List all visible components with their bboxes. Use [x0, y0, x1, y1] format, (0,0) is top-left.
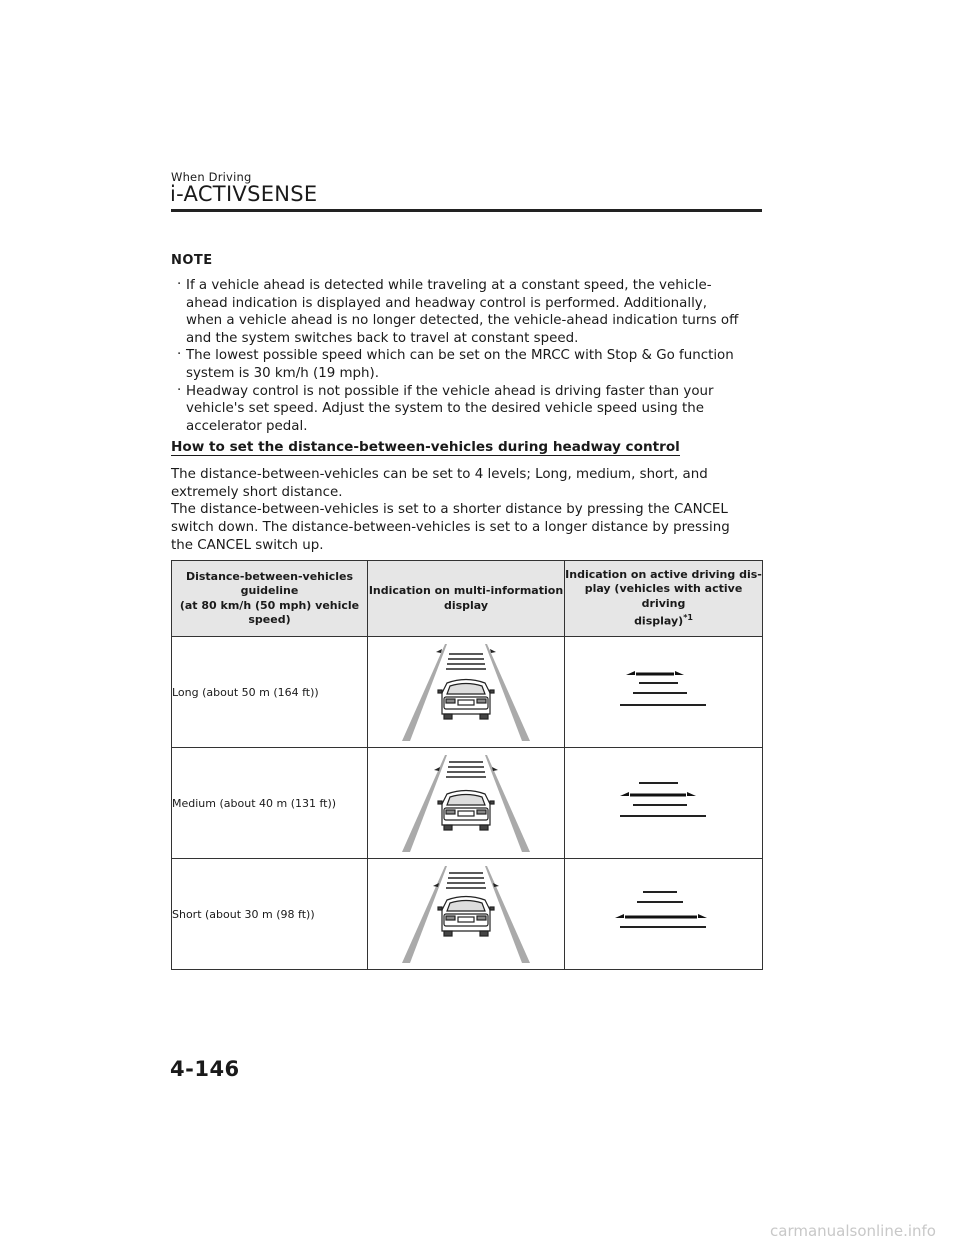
bullet: ·	[177, 382, 182, 398]
active-driving-display-illustration	[565, 859, 763, 970]
multi-info-display-illustration	[368, 748, 565, 859]
header-text: (at 80 km/h (50 mph) vehicle	[179, 598, 360, 612]
distance-bars-illustration	[609, 778, 719, 828]
note-item	[177, 277, 747, 347]
road-car-illustration	[396, 640, 536, 744]
note-item	[177, 347, 747, 382]
body-paragraph: The distance-between-vehicles is set to a shorter distance by pressing the CANCEL switch down. The distance-between-vehicles is set to a longer distance by pressing the CANCEL switch up.	[171, 502, 730, 553]
multi-info-display-illustration	[368, 637, 565, 748]
header-section: When Driving	[171, 170, 252, 184]
active-driving-display-illustration	[565, 637, 763, 748]
body-text	[171, 466, 751, 555]
distance-table	[171, 560, 763, 970]
note-item-text: The lowest possible speed which can be set on the MRCC with Stop & Go function system is 30 km/h (19 mph).	[186, 348, 734, 381]
active-driving-display-illustration	[565, 748, 763, 859]
header-text: Indication on active driving dis-	[565, 567, 762, 581]
footnote-marker: *1	[683, 613, 693, 623]
column-header-active-display	[565, 561, 763, 637]
note-item	[177, 383, 747, 436]
header-text: Indication on multi-information	[368, 584, 564, 597]
note-item-text: If a vehicle ahead is detected while traveling at a constant speed, the vehicle-ahead indication is displayed and headway control is performed. Additionally, when a vehicle ahead is no longer detected, the vehicle-ahead indication turns off and the system switches back to travel at constant speed.	[186, 278, 739, 346]
note-list	[177, 277, 747, 435]
header-text: display	[443, 598, 489, 612]
page-number: 4-146	[170, 1057, 240, 1081]
header-text-part: display)	[634, 614, 684, 628]
header-chapter: i-ACTIVSENSE	[170, 182, 318, 206]
header-rule	[171, 209, 762, 212]
multi-info-display-illustration	[368, 859, 565, 970]
body-paragraph: The distance-between-vehicles can be set to 4 levels; Long, medium, short, and extremely short distance.	[171, 467, 708, 500]
header-text: guideline	[240, 584, 299, 597]
distance-label: Medium (about 40 m (131 ft))	[172, 748, 368, 859]
header-text: speed)	[248, 613, 291, 626]
section-heading: How to set the distance-between-vehicles during headway control	[171, 439, 680, 455]
column-header-guideline	[172, 561, 368, 637]
note-title: NOTE	[171, 253, 213, 268]
distance-label: Long (about 50 m (164 ft))	[172, 637, 368, 748]
bullet: ·	[177, 347, 182, 363]
distance-bars-illustration	[609, 667, 719, 717]
table-row	[172, 859, 763, 970]
header-text: play (vehicles with active driving	[584, 582, 743, 610]
road-car-illustration	[396, 751, 536, 855]
distance-bars-illustration	[609, 889, 719, 939]
header-text: Distance-between-vehicles	[185, 569, 354, 583]
header-text	[565, 611, 762, 629]
table-row	[172, 637, 763, 748]
bullet: ·	[177, 277, 182, 292]
table-row	[172, 748, 763, 859]
table-header-row	[172, 561, 763, 637]
watermark: carmanualsonline.info	[770, 1222, 936, 1240]
road-car-illustration	[396, 862, 536, 966]
column-header-multi-info	[368, 561, 565, 637]
distance-label: Short (about 30 m (98 ft))	[172, 859, 368, 970]
note-item-text: Headway control is not possible if the vehicle ahead is driving faster than your vehicle's set speed. Adjust the system to the desired vehicle speed using the accelerator pedal.	[186, 383, 714, 434]
